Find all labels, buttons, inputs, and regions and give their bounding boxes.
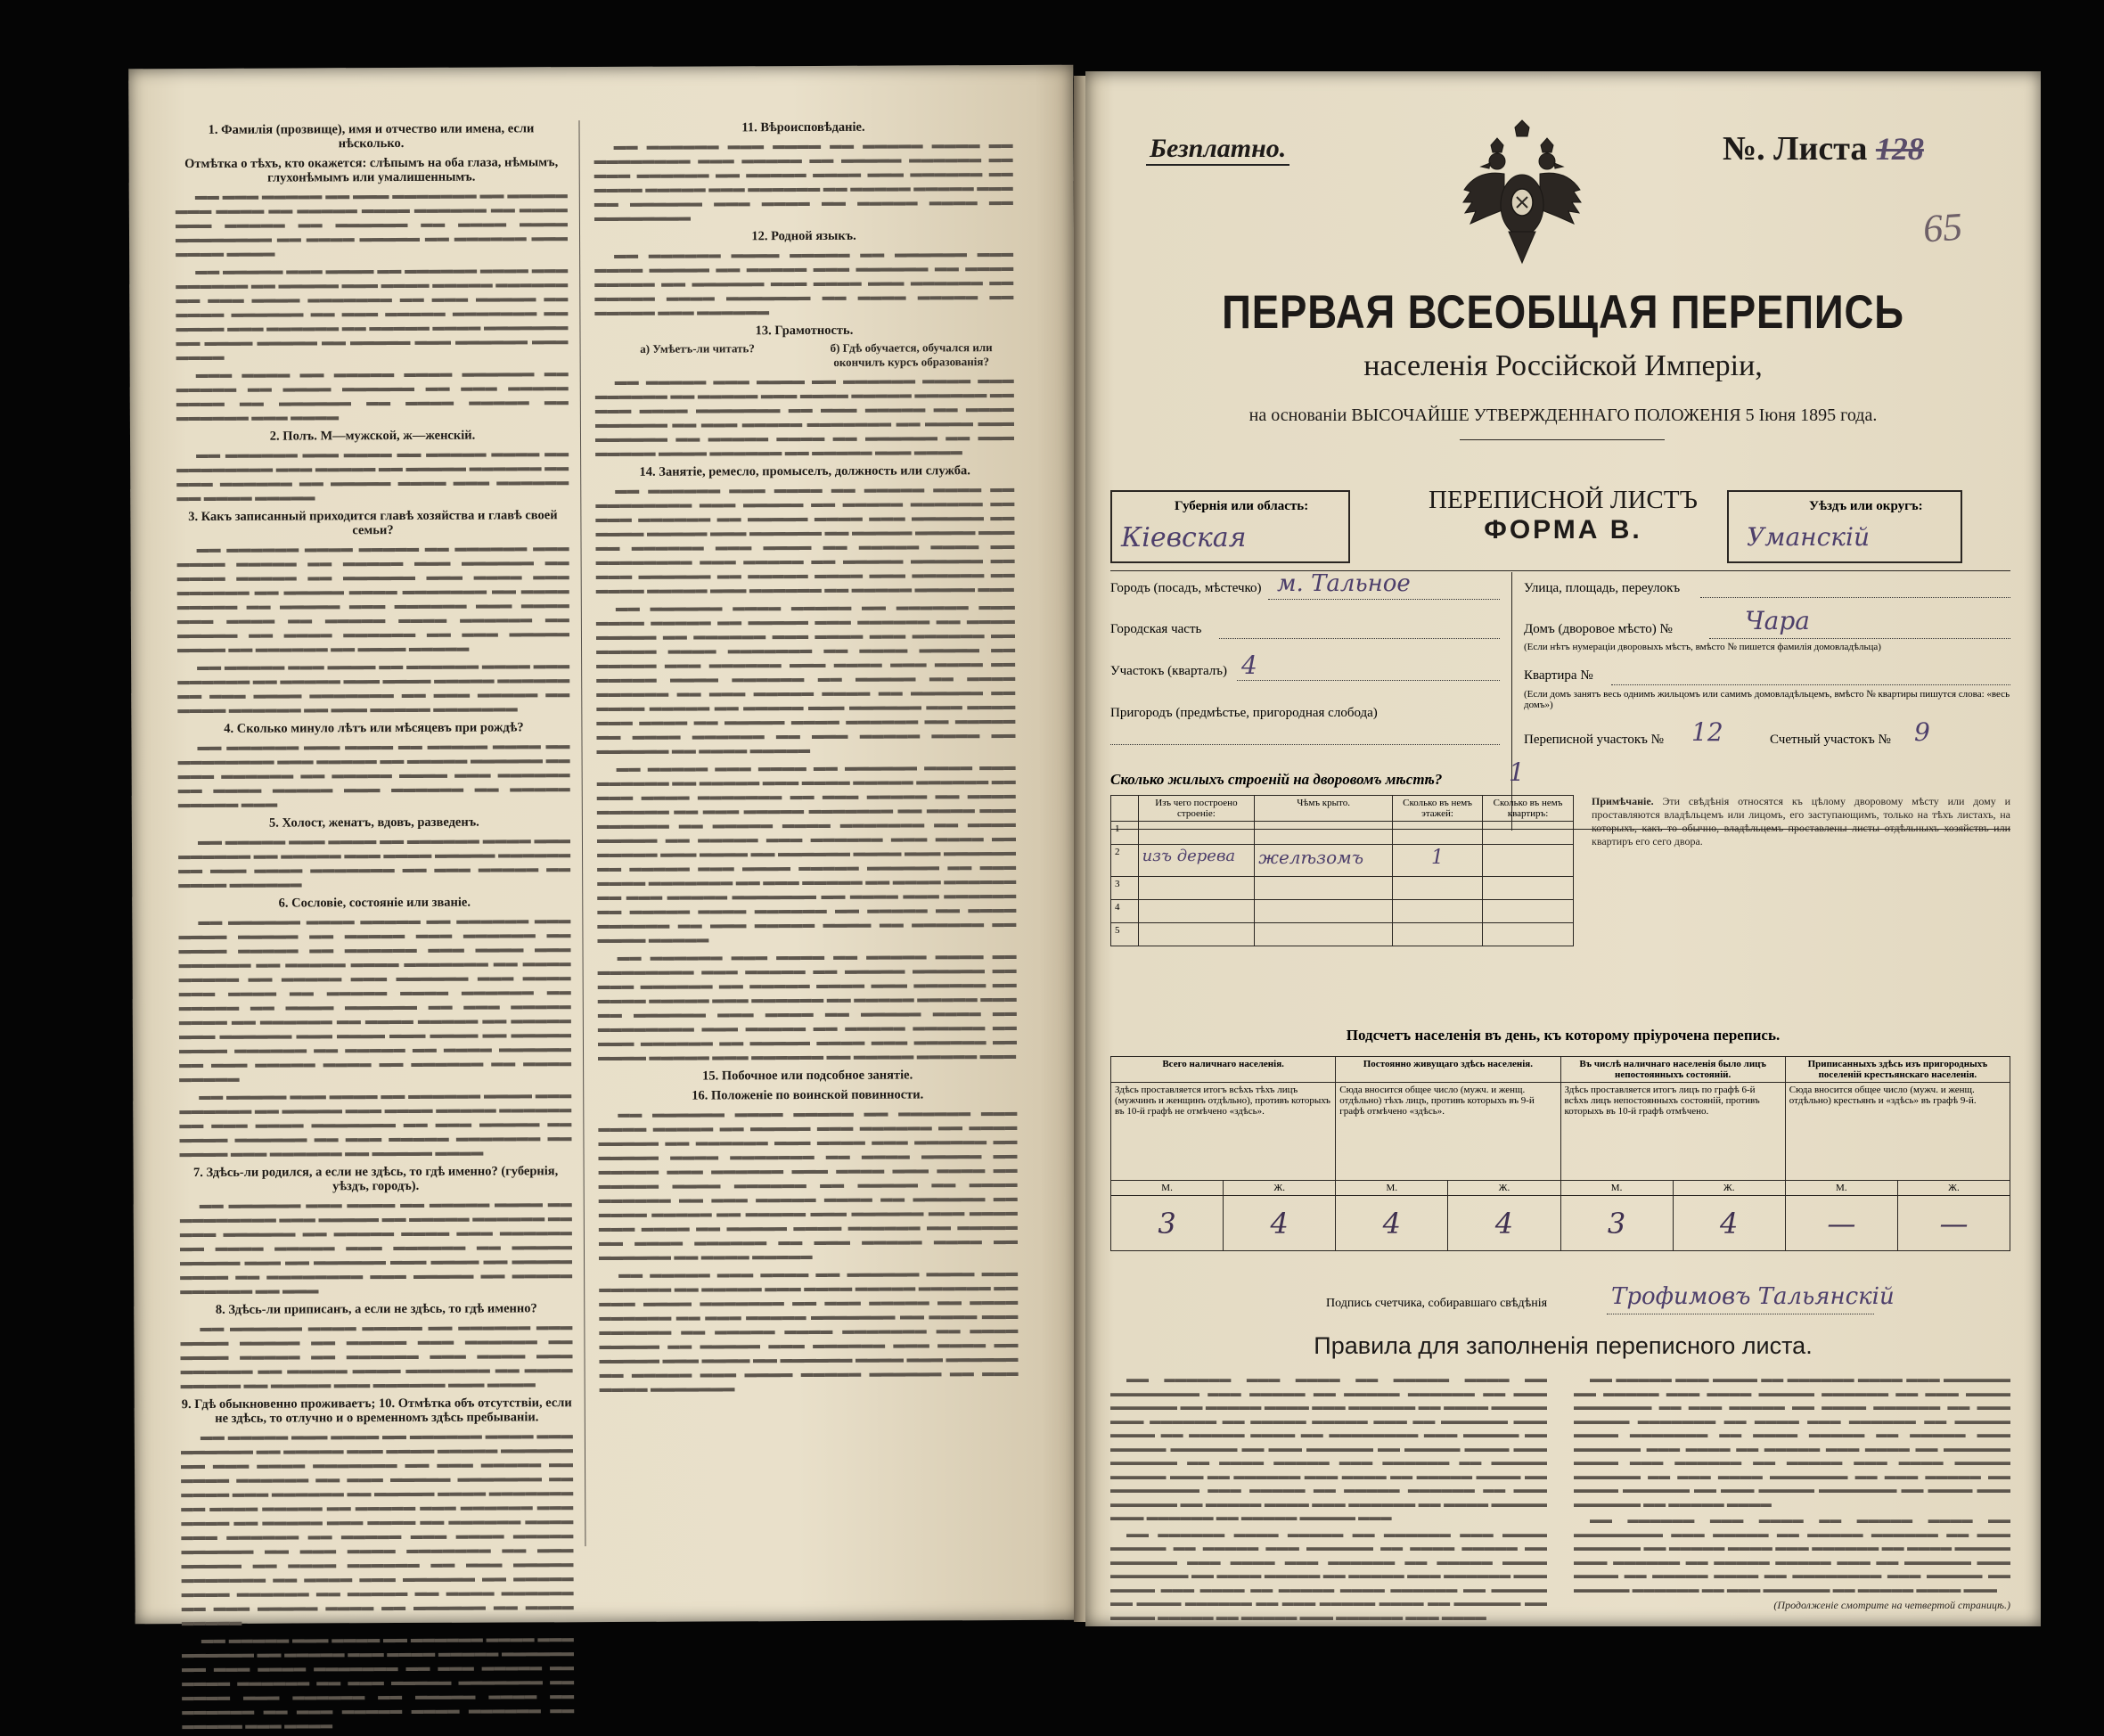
- gender-zh: Ж.: [1673, 1181, 1785, 1196]
- dom-value[interactable]: Чара: [1745, 606, 1810, 635]
- left-page: [128, 65, 1080, 1732]
- section-heading-15: 15. Побочное или подсобное занятіе.: [702, 1068, 913, 1084]
- row-apts[interactable]: [1483, 822, 1574, 845]
- table-row: [1111, 845, 1574, 877]
- gender-zh: Ж.: [1224, 1181, 1336, 1196]
- row-material[interactable]: [1138, 822, 1255, 845]
- body-text-block: ▬▬ ▬▬▬▬▬▬ ▬▬▬ ▬▬▬▬ ▬▬ ▬▬▬▬▬ ▬▬▬▬ ▬▬ ▬▬▬▬▬▬▬▬ ▬▬▬ ▬▬▬▬▬ ▬▬ ▬▬▬▬▬ ▬▬▬▬▬▬ ▬▬ ▬▬▬ ▬▬▬▬▬▬ ▬▬ ▬▬▬▬▬ ▬▬▬▬ ▬▬▬ ▬▬▬▬▬▬ ▬▬ ▬▬▬▬ ▬▬▬▬▬ ▬▬▬ ▬▬▬▬▬▬ ▬▬ ▬▬▬▬▬ ▬▬▬▬▬ ▬▬▬ ▬▬ ▬▬▬▬▬▬ ▬▬▬ ▬▬▬▬ ▬▬ ▬▬▬▬▬ ▬▬▬▬ ▬▬ ▬▬▬▬▬▬▬▬ ▬▬▬ ▬▬▬▬▬ ▬▬ ▬▬▬▬▬ ▬▬▬▬▬▬ ▬▬ ▬▬▬: [179, 1196, 573, 1298]
- dom-line: [1709, 638, 2010, 639]
- count-header-permanent: Постоянно живущаго здѣсь населенія.: [1336, 1057, 1560, 1083]
- uezd-value[interactable]: Уманскій: [1747, 522, 1870, 552]
- row-material[interactable]: [1138, 923, 1255, 946]
- note-title: Примѣчаніе.: [1592, 795, 1654, 807]
- body-text-block: ▬▬ ▬▬▬▬▬▬ ▬▬▬ ▬▬▬▬ ▬▬ ▬▬▬▬▬ ▬▬▬▬ ▬▬ ▬▬▬▬▬▬▬▬ ▬▬▬ ▬▬▬▬▬ ▬▬ ▬▬▬▬▬ ▬▬▬▬▬▬ ▬▬ ▬▬▬ ▬▬▬▬▬▬ ▬▬ ▬▬▬▬▬ ▬▬▬▬ ▬▬▬ ▬▬▬▬▬▬ ▬▬ ▬▬▬▬ ▬▬▬▬▬ ▬▬▬ ▬▬▬▬▬▬ ▬▬ ▬▬▬▬▬ ▬▬▬▬▬ ▬▬▬ ▬▬ ▬▬▬▬▬▬ ▬▬▬ ▬▬▬▬ ▬▬ ▬▬▬▬▬ ▬▬▬▬ ▬▬ ▬▬▬▬▬▬▬▬ ▬▬▬ ▬▬▬▬▬ ▬▬ ▬▬▬▬▬ ▬▬▬▬▬▬ ▬▬ ▬▬▬ ▬▬▬▬▬▬ ▬▬ ▬▬▬▬▬ ▬▬▬▬ ▬▬▬ ▬▬▬▬▬▬ ▬▬ ▬▬▬▬ ▬▬▬▬▬ ▬▬▬ ▬▬▬▬▬▬ ▬▬ ▬▬▬▬▬ ▬▬▬▬▬ ▬▬▬ ▬▬ ▬▬▬▬▬▬ ▬▬▬▬ ▬▬▬▬▬ ▬▬ ▬▬▬▬▬▬ ▬▬▬ ▬▬▬▬ ▬▬▬▬▬ ▬▬ ▬▬▬▬▬ ▬▬▬ ▬▬▬▬▬▬ ▬▬ ▬▬▬▬ ▬▬▬▬▬ ▬▬ ▬▬▬▬▬▬ ▬▬▬ ▬▬▬▬ ▬▬▬ ▬▬▬▬▬▬ ▬▬ ▬▬▬▬▬ ▬▬▬▬ ▬▬▬▬▬▬▬ ▬▬ ▬▬▬▬ ▬▬▬▬▬ ▬▬ ▬▬▬▬▬ ▬▬▬ ▬▬▬▬▬▬ ▬▬▬ ▬▬▬▬ ▬▬▬ ▬▬▬▬ ▬▬ ▬▬▬▬▬ ▬▬▬▬ ▬▬▬▬▬▬ ▬▬ ▬▬▬▬▬ ▬▬ ▬▬▬▬ ▬▬▬▬▬▬ ▬▬ ▬▬▬ ▬▬▬▬▬ ▬▬▬▬ ▬▬ ▬▬▬▬▬▬ ▬▬ ▬▬▬▬ ▬▬▬▬▬ ▬▬ ▬▬▬▬▬ ▬▬▬ ▬▬▬▬▬▬ ▬▬▬ ▬▬▬▬ ▬▬▬ ▬▬▬▬ ▬▬ ▬▬▬▬▬ ▬▬▬▬ ▬▬▬▬▬▬ ▬▬ ▬▬▬▬▬ ▬▬ ▬▬▬▬ ▬▬▬▬▬▬ ▬▬ ▬▬▬ ▬▬▬▬▬ ▬▬▬▬ ▬▬ ▬▬▬▬▬▬ ▬▬ ▬▬▬▬ ▬▬▬▬▬ ▬▬ ▬▬▬▬▬ ▬▬▬ ▬▬▬▬ ▬▬ ▬▬▬▬▬▬ ▬▬▬▬ ▬▬▬ ▬▬▬▬▬▬ ▬▬ ▬▬▬▬▬ ▬▬▬ ▬▬▬▬ ▬▬▬▬▬ ▬▬▬▬▬▬ ▬▬ ▬▬▬ ▬▬▬▬ ▬▬▬▬▬▬▬ ▬▬ ▬▬▬ ▬▬▬▬▬ ▬▬ ▬▬▬▬ ▬▬▬▬▬▬ ▬▬ ▬▬▬ ▬▬▬▬▬ ▬▬▬▬▬▬▬ ▬▬ ▬▬▬▬ ▬▬▬ ▬▬▬▬▬▬ ▬▬ ▬▬▬▬▬ ▬▬▬▬ ▬▬▬▬▬▬▬ ▬▬ ▬▬▬▬ ▬▬▬▬▬ ▬▬ ▬▬▬▬▬ ▬▬▬ ▬▬▬▬▬▬ ▬▬▬ ▬▬▬▬ ▬▬ ▬▬▬▬▬ ▬▬▬ ▬▬▬▬ ▬▬ ▬▬▬▬▬▬ ▬▬▬▬ ▬▬▬ ▬▬▬▬▬▬ ▬▬ ▬▬▬▬▬ ▬▬▬ ▬▬▬▬ ▬▬▬▬▬ ▬▬▬▬▬▬ ▬▬ ▬▬▬ ▬▬▬▬ ▬▬▬▬▬▬▬ ▬▬ ▬▬▬ ▬▬▬▬▬ ▬▬ ▬▬▬▬ ▬▬▬▬▬▬ ▬▬ ▬▬▬ ▬▬▬▬▬ ▬▬▬▬▬▬▬ ▬▬ ▬▬▬▬ ▬▬▬ ▬▬▬▬▬▬ ▬▬ ▬▬▬▬▬ ▬▬▬▬ ▬▬▬▬▬▬ ▬▬ ▬▬▬▬▬ ▬▬ ▬▬▬▬ ▬▬▬▬▬▬ ▬▬ ▬▬▬ ▬▬▬▬▬ ▬▬▬▬ ▬▬ ▬▬▬▬▬▬ ▬▬ ▬▬▬▬ ▬▬▬▬▬ ▬▬ ▬▬▬▬▬▬ ▬▬▬ ▬▬▬▬ ▬▬ ▬▬▬▬▬ ▬▬▬▬ ▬▬ ▬▬▬▬▬▬▬▬ ▬▬▬ ▬▬▬▬▬ ▬▬ ▬▬▬▬▬ ▬▬▬▬▬▬ ▬▬ ▬▬▬ ▬▬▬▬▬▬ ▬▬ ▬▬▬▬▬ ▬▬▬▬ ▬▬▬ ▬▬▬▬▬▬ ▬▬ ▬▬▬▬ ▬▬▬▬▬ ▬▬▬ ▬▬▬▬▬▬ ▬▬ ▬▬▬▬▬ ▬▬▬▬▬ ▬▬▬ ▬▬ ▬▬▬▬▬▬ ▬▬▬ ▬▬▬▬ ▬▬ ▬▬▬▬▬ ▬▬▬▬ ▬▬ ▬▬▬▬▬▬▬▬ ▬▬▬ ▬▬▬▬▬ ▬▬ ▬▬▬▬▬ ▬▬▬▬▬▬ ▬▬ ▬▬▬ ▬▬▬▬▬▬ ▬▬ ▬▬▬▬▬ ▬▬▬▬ ▬▬▬ ▬▬▬▬▬▬ ▬▬ ▬▬▬▬ ▬▬▬▬▬ ▬▬▬ ▬▬▬▬▬▬ ▬▬ ▬▬▬▬▬ ▬▬▬▬▬ ▬▬▬: [595, 480, 1017, 1064]
- body-text-block: ▬▬ ▬▬▬▬▬ ▬▬▬ ▬▬▬▬ ▬▬ ▬▬▬▬▬▬ ▬▬▬▬ ▬▬▬ ▬▬▬▬▬▬ ▬▬ ▬▬▬▬▬ ▬▬▬ ▬▬▬▬ ▬▬▬▬▬ ▬▬▬▬▬▬ ▬▬ ▬▬▬ ▬▬▬▬ ▬▬▬▬▬▬▬ ▬▬ ▬▬▬ ▬▬▬▬▬ ▬▬ ▬▬▬▬ ▬▬▬▬▬▬ ▬▬ ▬▬▬ ▬▬▬▬▬ ▬▬▬▬▬▬▬ ▬▬ ▬▬▬▬ ▬▬▬ ▬▬▬▬▬▬ ▬▬ ▬▬▬▬▬ ▬▬▬▬ ▬▬▬▬▬▬▬ ▬▬ ▬▬▬▬ ▬▬▬▬▬ ▬▬ ▬▬▬▬▬ ▬▬▬ ▬▬▬▬▬▬ ▬▬▬ ▬▬▬▬ ▬▬ ▬▬▬▬▬ ▬▬▬ ▬▬▬▬ ▬▬ ▬▬▬▬▬▬ ▬▬▬▬ ▬▬▬ ▬▬▬▬▬▬ ▬▬ ▬▬▬▬▬ ▬▬▬ ▬▬▬▬ ▬▬▬▬▬ ▬▬▬▬▬▬ ▬▬ ▬▬▬ ▬▬▬▬ ▬▬▬▬▬▬▬ ▬▬ ▬▬▬ ▬▬▬▬▬ ▬▬ ▬▬▬▬ ▬▬▬▬▬▬ ▬▬ ▬▬▬ ▬▬▬▬▬ ▬▬▬▬▬▬▬ ▬▬ ▬▬▬▬ ▬▬▬ ▬▬▬▬▬▬ ▬▬ ▬▬▬▬▬ ▬▬▬▬ ▬▬▬▬▬▬ ▬▬ ▬▬▬▬▬ ▬▬ ▬▬▬▬ ▬▬▬▬▬▬ ▬▬ ▬▬▬ ▬▬▬▬▬ ▬▬▬▬ ▬▬ ▬▬▬▬▬▬ ▬▬ ▬▬▬▬ ▬▬▬▬▬ ▬▬ ▬▬▬▬▬ ▬▬▬ ▬▬▬▬ ▬▬ ▬▬▬▬▬▬ ▬▬▬▬ ▬▬▬ ▬▬▬▬▬▬ ▬▬ ▬▬▬▬▬ ▬▬▬ ▬▬▬▬ ▬▬▬▬▬ ▬▬▬▬▬▬ ▬▬ ▬▬▬ ▬▬▬▬ ▬▬▬▬▬▬▬ ▬▬ ▬▬▬ ▬▬▬▬▬ ▬▬ ▬▬▬▬ ▬▬▬▬▬▬ ▬▬ ▬▬▬ ▬▬▬▬▬ ▬▬▬▬▬▬▬ ▬▬ ▬▬▬▬ ▬▬▬ ▬▬▬▬▬▬ ▬▬ ▬▬▬▬▬ ▬▬▬▬ ▬▬ ▬▬▬▬▬▬ ▬▬ ▬▬▬ ▬▬▬▬▬ ▬▬▬▬ ▬▬▬▬▬▬ ▬▬ ▬▬▬▬▬ ▬▬▬ ▬▬▬▬: [180, 1428, 575, 1732]
- gender-m: М.: [1111, 1181, 1224, 1196]
- section-subheading: Отмѣтка о тѣхъ, кто окажется: слѣпымъ на оба глаза, нѣмымъ, глухонѣмымъ или умалишеннымъ.: [184, 155, 559, 185]
- section-heading-13: 13. Грамотность.: [755, 323, 854, 339]
- address-divider: [1511, 572, 1512, 831]
- census-subtitle: населенія Россійской Имперіи,: [1363, 349, 1763, 382]
- rules-title: Правила для заполненія переписного листа.: [1314, 1332, 1813, 1359]
- signature-label: Подпись счетчика, собиравшаго свѣдѣнія: [1326, 1297, 1548, 1310]
- section-heading-7: 7. Здѣсь-ли родился, а если не здѣсь, то гдѣ именно? (губернія, уѣздъ, городъ).: [192, 1164, 559, 1194]
- section-heading-14: 14. Занятіе, ремесло, промыселъ, должность или служба.: [639, 463, 970, 479]
- form-title-line-2: ФОРМА В.: [1484, 515, 1642, 545]
- row-floors[interactable]: [1393, 900, 1483, 923]
- body-text-block: ▬▬ ▬▬▬▬▬ ▬▬▬ ▬▬▬▬ ▬▬ ▬▬▬▬▬▬ ▬▬▬▬ ▬▬▬ ▬▬▬▬▬▬ ▬▬ ▬▬▬▬▬ ▬▬▬ ▬▬▬▬ ▬▬▬▬▬ ▬▬▬▬▬▬ ▬▬ ▬▬▬ ▬▬▬▬ ▬▬▬▬▬▬▬ ▬▬ ▬▬▬ ▬▬▬▬▬ ▬▬ ▬▬▬▬ ▬▬▬▬▬▬ ▬▬ ▬▬▬ ▬▬▬▬▬ ▬▬▬▬▬▬▬ ▬▬ ▬▬▬▬ ▬▬▬ ▬▬▬▬▬▬ ▬▬ ▬▬▬▬▬ ▬▬▬▬ ▬▬ ▬▬▬▬▬▬ ▬▬ ▬▬▬ ▬▬▬▬▬ ▬▬▬▬ ▬▬▬▬▬▬ ▬▬ ▬▬▬▬▬ ▬▬▬ ▬▬▬▬: [594, 372, 1015, 460]
- literacy-question-b: б) Гдѣ обучается, обучался или окончилъ курсъ образованія?: [830, 340, 993, 369]
- count-header-nonpermanent: Въ числѣ наличнаго населенія было лицъ непостоянныхъ состояній.: [1560, 1057, 1785, 1083]
- gubernia-value[interactable]: Кіевская: [1121, 522, 1247, 553]
- row-num: 4: [1111, 900, 1139, 923]
- sheet-number: [1723, 129, 1924, 168]
- row-floors[interactable]: [1393, 822, 1483, 845]
- table-row: [1111, 923, 1574, 946]
- section-heading-1: 1. Фамилія (прозвище), имя и отчество или имена, если нѣсколько.: [208, 121, 535, 151]
- gorod-chast-line: [1219, 638, 1500, 639]
- row-num: 3: [1111, 877, 1139, 900]
- row-floors[interactable]: [1393, 877, 1483, 900]
- section-heading-12: 12. Родной языкъ.: [751, 228, 856, 244]
- buildings-note: [1592, 795, 2010, 848]
- body-text-block: ▬▬ ▬▬▬▬▬▬ ▬▬▬▬ ▬▬▬▬▬ ▬▬ ▬▬▬▬▬▬ ▬▬▬ ▬▬▬▬ ▬▬▬▬▬ ▬▬ ▬▬▬▬▬ ▬▬▬ ▬▬▬▬▬▬ ▬▬ ▬▬▬▬ ▬▬▬▬▬ ▬▬ ▬▬▬▬▬▬ ▬▬▬ ▬▬▬▬ ▬▬▬ ▬▬▬▬▬▬ ▬▬ ▬▬▬▬▬ ▬▬▬▬ ▬▬▬▬▬▬▬ ▬▬ ▬▬▬▬ ▬▬▬▬▬ ▬▬ ▬▬▬▬▬ ▬▬▬ ▬▬▬▬▬▬ ▬▬▬ ▬▬▬▬ ▬▬▬ ▬▬▬▬ ▬▬ ▬▬▬▬▬ ▬▬▬▬ ▬▬▬▬▬▬ ▬▬ ▬▬▬▬▬ ▬▬ ▬▬▬▬ ▬▬▬▬▬▬ ▬▬ ▬▬▬ ▬▬▬▬▬ ▬▬▬▬ ▬▬ ▬▬▬▬▬▬ ▬▬ ▬▬▬▬ ▬▬▬▬▬ ▬▬ ▬▬▬▬▬ ▬▬▬ ▬▬▬▬ ▬▬ ▬▬▬▬▬▬ ▬▬▬▬ ▬▬▬ ▬▬▬▬▬▬ ▬▬ ▬▬▬▬▬ ▬▬▬ ▬▬▬▬ ▬▬▬▬▬ ▬▬▬▬▬▬ ▬▬ ▬▬▬ ▬▬▬▬ ▬▬▬▬▬▬▬ ▬▬ ▬▬▬ ▬▬▬▬▬ ▬▬ ▬▬▬▬ ▬▬▬▬▬▬ ▬▬ ▬▬▬ ▬▬▬▬▬ ▬▬▬▬▬▬▬: [176, 540, 570, 717]
- section-heading-9: 9. Гдѣ обыкновенно проживаетъ; 10. Отмѣтка объ отсутствіи, если не здѣсь, то отлучно и о временномъ здѣсь пребываніи.: [181, 1396, 572, 1426]
- section-heading-3: 3. Какъ записанный приходится главѣ хозяйства и главѣ своей семьи?: [188, 508, 558, 538]
- table-row: [1111, 822, 1574, 845]
- literacy-question-a: а) Умѣетъ-ли читать?: [640, 341, 755, 356]
- literacy-questions: [595, 340, 1014, 371]
- count-desc-nonpermanent: Здѣсь проставляется итогъ лицъ по графѣ 6-й всѣхъ лицъ непостоянныхъ состояній, противъ которыхъ въ 10-й графѣ отмѣчено.: [1560, 1083, 1785, 1181]
- count-value[interactable]: 3: [1111, 1196, 1224, 1251]
- section-heading-16: 16. Положеніе по воинской повинности.: [692, 1087, 924, 1103]
- column-divider: [578, 120, 585, 1546]
- signature-value[interactable]: Трофимовъ Тальянскій: [1611, 1283, 1895, 1310]
- stroeniy-value[interactable]: 1: [1509, 757, 1525, 787]
- body-text-block: ▬▬ ▬▬▬▬▬▬ ▬▬▬▬ ▬▬▬▬▬ ▬▬ ▬▬▬▬▬▬ ▬▬▬ ▬▬▬▬ ▬▬▬▬▬ ▬▬ ▬▬▬▬▬ ▬▬▬ ▬▬▬▬▬▬ ▬▬ ▬▬▬▬ ▬▬▬▬▬ ▬▬ ▬▬▬▬▬▬ ▬▬▬ ▬▬▬▬ ▬▬▬ ▬▬▬▬▬▬ ▬▬ ▬▬▬▬▬ ▬▬▬▬ ▬▬▬▬▬▬▬ ▬▬ ▬▬▬▬ ▬▬▬▬▬ ▬▬ ▬▬▬▬▬ ▬▬▬ ▬▬▬▬▬▬ ▬▬▬ ▬▬▬▬ ▬▬▬ ▬▬▬▬ ▬▬ ▬▬▬▬▬ ▬▬▬▬ ▬▬▬▬▬▬ ▬▬ ▬▬▬▬▬ ▬▬ ▬▬▬▬ ▬▬▬▬▬▬ ▬▬ ▬▬▬ ▬▬▬▬▬ ▬▬▬▬ ▬▬ ▬▬▬▬▬▬ ▬▬ ▬▬▬▬ ▬▬▬▬▬ ▬▬ ▬▬▬▬▬ ▬▬▬ ▬▬▬▬▬▬ ▬▬▬ ▬▬▬▬ ▬▬▬ ▬▬▬▬ ▬▬ ▬▬▬▬▬ ▬▬▬▬ ▬▬▬▬▬▬ ▬▬ ▬▬▬▬▬ ▬▬ ▬▬▬▬ ▬▬▬▬▬▬ ▬▬ ▬▬▬ ▬▬▬▬▬ ▬▬▬▬ ▬▬ ▬▬▬▬▬▬ ▬▬ ▬▬▬▬ ▬▬▬▬▬ ▬▬ ▬▬▬▬▬ ▬▬▬ ▬▬▬▬ ▬▬ ▬▬▬▬▬▬ ▬▬▬▬ ▬▬▬ ▬▬▬▬▬▬ ▬▬ ▬▬▬▬▬ ▬▬▬ ▬▬▬▬ ▬▬▬▬▬ ▬▬▬▬▬▬ ▬▬ ▬▬▬ ▬▬▬▬ ▬▬▬▬▬▬▬ ▬▬ ▬▬▬ ▬▬▬▬▬ ▬▬ ▬▬▬▬ ▬▬▬▬▬▬ ▬▬ ▬▬▬ ▬▬▬▬▬ ▬▬▬▬▬▬▬ ▬▬ ▬▬▬▬ ▬▬▬ ▬▬▬▬▬▬ ▬▬ ▬▬▬▬▬ ▬▬▬▬ ▬▬▬▬▬▬▬ ▬▬ ▬▬▬▬ ▬▬▬▬▬ ▬▬ ▬▬▬▬▬ ▬▬▬ ▬▬▬▬▬▬ ▬▬▬ ▬▬▬▬ ▬▬ ▬▬▬▬▬ ▬▬▬ ▬▬▬▬ ▬▬ ▬▬▬▬▬▬ ▬▬▬▬ ▬▬▬ ▬▬▬▬▬▬ ▬▬ ▬▬▬▬▬ ▬▬▬ ▬▬▬▬ ▬▬▬▬▬ ▬▬▬▬▬▬ ▬▬ ▬▬▬ ▬▬▬▬ ▬▬▬▬▬▬▬: [598, 1104, 1019, 1396]
- gorod-field: [1110, 581, 1262, 596]
- note-body: Эти свѣдѣнія относятся къ цѣлому дворовому мѣсту или дому и проставляются владѣльцемъ или лицомъ, его заступающимъ, только на тѣхъ листахъ, на которыхъ, какъ то обычно, владѣльцемъ проставлены листы отдѣльныхъ хозяйствъ или квартиръ его сего двора.: [1592, 795, 2010, 848]
- count-value[interactable]: 4: [1673, 1196, 1785, 1251]
- count-desc-total: Здѣсь проставляется итогъ всѣхъ тѣхъ лицъ (мужчинъ и женщинъ отдѣльно), противъ которыхъ въ 10-й графѣ не отмѣчено «здѣсь».: [1111, 1083, 1336, 1181]
- row-roof[interactable]: [1255, 877, 1393, 900]
- row-num: 2: [1111, 845, 1139, 877]
- buildings-header-roof: Чѣмъ крыто.: [1255, 796, 1393, 822]
- legal-basis-line: на основаніи ВЫСОЧАЙШЕ УТВЕРЖДЕННАГО ПОЛОЖЕНІЯ 5 Іюня 1895 года.: [1248, 405, 1878, 425]
- row-apts[interactable]: [1483, 845, 1574, 877]
- rules-column-1: ▬▬ ▬▬▬▬▬▬ ▬▬▬ ▬▬▬▬ ▬▬ ▬▬▬▬▬ ▬▬▬▬ ▬▬ ▬▬▬▬▬▬▬▬ ▬▬▬ ▬▬▬▬▬ ▬▬ ▬▬▬▬▬ ▬▬▬▬▬▬ ▬▬ ▬▬▬ ▬▬▬▬▬▬ ▬▬ ▬▬▬▬▬ ▬▬▬▬ ▬▬▬ ▬▬▬▬▬▬ ▬▬ ▬▬▬▬ ▬▬▬▬▬ ▬▬▬ ▬▬▬▬▬▬ ▬▬ ▬▬▬▬▬ ▬▬▬▬▬ ▬▬▬ ▬▬ ▬▬▬▬▬▬ ▬▬▬ ▬▬▬▬ ▬▬ ▬▬▬▬▬ ▬▬▬▬ ▬▬ ▬▬▬▬▬▬▬▬ ▬▬▬ ▬▬▬▬▬ ▬▬ ▬▬▬▬▬ ▬▬▬▬▬▬ ▬▬ ▬▬▬ ▬▬▬▬▬▬ ▬▬ ▬▬▬▬▬ ▬▬▬▬ ▬▬▬ ▬▬▬▬▬▬ ▬▬ ▬▬▬▬ ▬▬▬▬▬ ▬▬▬ ▬▬▬▬▬▬ ▬▬ ▬▬▬▬▬ ▬▬▬▬▬ ▬▬▬ ▬▬ ▬▬▬▬▬▬ ▬▬▬ ▬▬▬▬ ▬▬ ▬▬▬▬▬ ▬▬▬▬ ▬▬ ▬▬▬▬▬▬▬▬ ▬▬▬ ▬▬▬▬▬ ▬▬ ▬▬▬▬▬ ▬▬▬▬▬▬ ▬▬ ▬▬▬ ▬▬▬▬▬▬ ▬▬ ▬▬▬▬▬ ▬▬▬▬ ▬▬▬ ▬▬▬▬▬▬ ▬▬ ▬▬▬▬ ▬▬▬▬▬ ▬▬▬ ▬▬▬▬▬▬ ▬▬ ▬▬▬▬▬ ▬▬▬▬▬ ▬▬▬ ▬▬ ▬▬▬▬▬▬ ▬▬▬▬ ▬▬▬▬▬ ▬▬ ▬▬▬▬▬▬ ▬▬▬ ▬▬▬▬ ▬▬▬▬▬ ▬▬ ▬▬▬▬▬ ▬▬▬ ▬▬▬▬▬▬ ▬▬ ▬▬▬▬ ▬▬▬▬▬ ▬▬ ▬▬▬▬▬▬ ▬▬▬ ▬▬▬▬ ▬▬▬ ▬▬▬▬▬▬ ▬▬ ▬▬▬▬▬ ▬▬▬▬ ▬▬▬▬▬▬▬ ▬▬ ▬▬▬▬ ▬▬▬▬▬ ▬▬ ▬▬▬▬▬ ▬▬▬ ▬▬▬▬▬▬ ▬▬▬ ▬▬▬▬ ▬▬▬ ▬▬▬▬ ▬▬ ▬▬▬▬▬ ▬▬▬▬ ▬▬▬▬▬▬ ▬▬ ▬▬▬▬▬ ▬▬ ▬▬▬▬ ▬▬▬▬▬▬ ▬▬ ▬▬▬ ▬▬▬▬▬ ▬▬▬▬ ▬▬ ▬▬▬▬▬▬ ▬▬ ▬▬▬▬ ▬▬▬▬▬ ▬▬ ▬▬▬▬▬ ▬▬▬ ▬▬▬▬▬▬ ▬▬▬ ▬▬▬▬: [1110, 1372, 1547, 1623]
- count-header-row: [1111, 1057, 2010, 1083]
- kvartira-note: (Если домъ занятъ весь однимъ жильцомъ или самимъ домовладѣльцемъ, вмѣсто № квартиры пишутся слова: «весь домъ»): [1524, 689, 2010, 710]
- stroeniy-question: Сколько жилыхъ строеній на дворовомъ мѣстѣ?: [1110, 771, 1443, 788]
- gorod-value[interactable]: м. Тальное: [1277, 570, 1411, 597]
- body-text-block: ▬▬ ▬▬▬ ▬▬▬▬▬ ▬▬ ▬▬▬ ▬▬▬▬▬▬▬ ▬▬ ▬▬▬▬▬ ▬▬▬ ▬▬▬▬ ▬▬ ▬▬▬▬▬ ▬▬▬▬ ▬▬▬▬▬▬ ▬▬ ▬▬▬▬ ▬▬▬ ▬▬▬▬▬ ▬▬ ▬▬▬▬▬▬ ▬▬ ▬▬▬▬ ▬▬▬▬ ▬▬▬▬▬▬▬▬ ▬▬ ▬▬▬▬ ▬▬▬▬▬ ▬▬ ▬▬▬▬▬▬ ▬▬▬ ▬▬▬▬ ▬▬▬▬ ▬▬ ▬▬▬▬▬ ▬▬▬ ▬▬▬▬ ▬▬ ▬▬▬▬▬▬ ▬▬▬▬ ▬▬▬ ▬▬▬▬▬▬ ▬▬ ▬▬▬▬▬ ▬▬▬ ▬▬▬▬ ▬▬▬▬▬ ▬▬▬▬▬▬ ▬▬ ▬▬▬ ▬▬▬▬ ▬▬▬▬▬▬▬ ▬▬ ▬▬▬ ▬▬▬▬▬ ▬▬ ▬▬▬▬ ▬▬▬▬▬▬ ▬▬ ▬▬▬ ▬▬▬▬▬ ▬▬▬▬▬▬▬ ▬▬ ▬▬▬▬ ▬▬▬ ▬▬▬▬▬▬ ▬▬ ▬▬▬▬▬ ▬▬▬▬ ▬▬▬▬▬▬▬ ▬▬ ▬▬▬▬ ▬▬▬▬▬ ▬▬ ▬▬▬▬▬ ▬▬▬ ▬▬▬▬▬▬ ▬▬▬ ▬▬▬▬ ▬▬▬ ▬▬▬▬ ▬▬ ▬▬▬▬▬ ▬▬▬▬ ▬▬▬▬▬▬ ▬▬ ▬▬▬▬▬ ▬▬ ▬▬▬▬ ▬▬▬▬▬▬ ▬▬ ▬▬▬ ▬▬▬▬▬ ▬▬▬▬ ▬▬ ▬▬▬▬▬▬ ▬▬ ▬▬▬▬ ▬▬▬▬▬ ▬▬ ▬▬▬▬▬▬ ▬▬▬ ▬▬▬▬: [175, 187, 569, 424]
- row-roof[interactable]: [1255, 900, 1393, 923]
- buildings-header-num: [1111, 796, 1139, 822]
- row-apts[interactable]: [1483, 877, 1574, 900]
- count-desc-suburban: Сюда вносится общее число (мужч. и женщ. отдѣльно) крестьянъ и «здѣсь» въ графѣ 9-й.: [1785, 1083, 2010, 1181]
- rules-footer: (Продолженіе смотрите на четвертой страницѣ.): [1773, 1599, 2010, 1611]
- gorod-chast-label: Городская часть: [1110, 622, 1202, 636]
- count-header-suburban: Приписанныхъ здѣсь изъ пригородныхъ поселеній крестьянскаго населенія.: [1785, 1057, 2010, 1083]
- row-apts[interactable]: [1483, 923, 1574, 946]
- count-value[interactable]: 4: [1448, 1196, 1560, 1251]
- count-value[interactable]: 4: [1336, 1196, 1448, 1251]
- body-text-block: ▬▬ ▬▬▬▬▬▬ ▬▬▬ ▬▬▬▬ ▬▬ ▬▬▬▬▬ ▬▬▬▬ ▬▬ ▬▬▬▬▬▬▬▬ ▬▬▬ ▬▬▬▬▬ ▬▬ ▬▬▬▬▬ ▬▬▬▬▬▬ ▬▬ ▬▬▬ ▬▬▬▬▬▬ ▬▬ ▬▬▬▬▬ ▬▬▬▬ ▬▬▬ ▬▬▬▬▬▬ ▬▬ ▬▬▬▬ ▬▬▬▬▬: [176, 446, 569, 504]
- row-apts[interactable]: [1483, 900, 1574, 923]
- ulitsa-line: [1700, 597, 2010, 598]
- perepis-uchastok-value[interactable]: 12: [1691, 717, 1723, 747]
- census-title: ПЕРВАЯ ВСЕОБЩАЯ ПЕРЕПИСЬ: [1222, 286, 1904, 339]
- row-roof[interactable]: [1255, 822, 1393, 845]
- prigorod-line: [1110, 744, 1500, 745]
- buildings-table: [1110, 795, 1574, 946]
- uchastok-label: Участокъ (кварталъ): [1110, 664, 1228, 678]
- section-heading-2: 2. Полъ. М—мужской, ж—женскій.: [269, 428, 476, 444]
- row-roof[interactable]: [1255, 923, 1393, 946]
- uchastok-value[interactable]: 4: [1241, 651, 1257, 680]
- sheet-number-value: 128: [1875, 131, 1924, 167]
- kvartira-line: [1611, 684, 2010, 685]
- margin-handwritten-number: 65: [1921, 204, 1964, 251]
- count-values-row: [1111, 1196, 2010, 1251]
- gubernia-label: Губернія или область:: [1175, 499, 1309, 513]
- buildings-header-apts: Сколько въ немъ квартиръ:: [1483, 796, 1574, 822]
- section-heading-8: 8. Здѣсь-ли приписанъ, а если не здѣсь, то гдѣ именно?: [215, 1301, 537, 1317]
- gender-zh: Ж.: [1448, 1181, 1560, 1196]
- buildings-table-header: [1111, 796, 1574, 822]
- ulitsa-label: Улица, площадь, переулокъ: [1524, 581, 1681, 595]
- imperial-eagle-icon: [1460, 120, 1584, 267]
- row-roof[interactable]: желѣзомъ: [1255, 845, 1393, 877]
- buildings-header-floors: Сколько въ немъ этажей:: [1393, 796, 1483, 822]
- count-header-total: Всего наличнаго населенія.: [1111, 1057, 1336, 1083]
- count-title: Подсчетъ населенія въ день, къ которому пріурочена перепись.: [1346, 1027, 1781, 1044]
- population-count-table: [1110, 1056, 2010, 1251]
- section-heading-4: 4. Сколько минуло лѣтъ или мѣсяцевъ при рождѣ?: [224, 720, 524, 736]
- free-of-charge-label: Безплатно.: [1146, 134, 1289, 166]
- body-text-block: ▬▬ ▬▬▬▬▬▬ ▬▬▬▬ ▬▬▬▬▬ ▬▬ ▬▬▬▬▬▬ ▬▬▬ ▬▬▬▬ ▬▬▬▬▬ ▬▬ ▬▬▬▬▬ ▬▬▬ ▬▬▬▬▬▬ ▬▬ ▬▬▬▬ ▬▬▬▬▬ ▬▬ ▬▬▬▬▬▬ ▬▬▬ ▬▬▬▬ ▬▬▬ ▬▬▬▬▬▬ ▬▬ ▬▬▬▬▬ ▬▬▬▬ ▬▬▬▬▬▬▬ ▬▬ ▬▬▬▬ ▬▬▬▬▬ ▬▬ ▬▬▬▬▬ ▬▬▬ ▬▬▬▬▬▬ ▬▬▬ ▬▬▬▬: [180, 1319, 573, 1392]
- left-page-column-1: [175, 116, 574, 1736]
- dom-label: Домъ (дворовое мѣсто) №: [1524, 622, 1673, 636]
- kvartira-label: Квартира №: [1524, 668, 1593, 683]
- rules-column-2: ▬▬ ▬▬▬▬▬ ▬▬▬ ▬▬▬▬ ▬▬ ▬▬▬▬▬▬ ▬▬▬▬ ▬▬▬ ▬▬▬▬▬▬ ▬▬ ▬▬▬▬▬ ▬▬▬ ▬▬▬▬ ▬▬▬▬▬ ▬▬▬▬▬▬ ▬▬ ▬▬▬ ▬▬▬▬ ▬▬▬▬▬▬▬ ▬▬ ▬▬▬ ▬▬▬▬▬ ▬▬ ▬▬▬▬ ▬▬▬▬▬▬ ▬▬ ▬▬▬ ▬▬▬▬▬ ▬▬▬▬▬▬▬ ▬▬ ▬▬▬▬ ▬▬▬ ▬▬▬▬▬▬ ▬▬ ▬▬▬▬▬ ▬▬▬▬ ▬▬▬▬▬▬▬ ▬▬ ▬▬▬▬ ▬▬▬▬▬ ▬▬ ▬▬▬▬▬ ▬▬▬ ▬▬▬▬▬▬ ▬▬▬ ▬▬▬▬ ▬▬ ▬▬▬▬▬ ▬▬▬ ▬▬▬▬ ▬▬ ▬▬▬▬▬▬ ▬▬▬▬ ▬▬▬ ▬▬▬▬▬▬ ▬▬ ▬▬▬▬▬ ▬▬▬ ▬▬▬▬ ▬▬▬▬▬ ▬▬▬▬▬▬ ▬▬ ▬▬▬ ▬▬▬▬ ▬▬▬▬▬▬▬ ▬▬ ▬▬▬ ▬▬▬▬▬ ▬▬ ▬▬▬▬ ▬▬▬▬▬▬ ▬▬ ▬▬▬ ▬▬▬▬▬ ▬▬▬▬▬▬▬ ▬▬ ▬▬▬▬ ▬▬▬ ▬▬▬▬▬▬ ▬▬ ▬▬▬▬▬ ▬▬▬▬ ▬▬ ▬▬▬▬▬▬ ▬▬▬ ▬▬▬▬ ▬▬ ▬▬▬▬▬ ▬▬▬▬ ▬▬ ▬▬▬▬▬▬▬▬ ▬▬▬ ▬▬▬▬▬ ▬▬ ▬▬▬▬▬ ▬▬▬▬▬▬ ▬▬ ▬▬▬ ▬▬▬▬▬▬ ▬▬ ▬▬▬▬▬ ▬▬▬▬ ▬▬▬ ▬▬▬▬▬▬ ▬▬ ▬▬▬▬ ▬▬▬▬▬ ▬▬▬ ▬▬▬▬▬▬ ▬▬ ▬▬▬▬▬ ▬▬▬▬▬ ▬▬▬ ▬▬ ▬▬▬▬▬▬ ▬▬▬ ▬▬▬▬ ▬▬ ▬▬▬▬▬ ▬▬▬▬ ▬▬ ▬▬▬▬▬▬▬▬ ▬▬▬ ▬▬▬▬▬ ▬▬ ▬▬▬▬▬ ▬▬▬▬▬▬ ▬▬ ▬▬▬ ▬▬▬▬▬▬ ▬▬ ▬▬▬▬▬ ▬▬▬▬ ▬▬▬ (Продолженіе смотрите на четвертой страницѣ.): [1574, 1372, 2010, 1611]
- sheet-number-label: №. Листа: [1723, 130, 1868, 168]
- section-heading-11: 11. Вѣроисповѣданіе.: [741, 119, 865, 135]
- title-rule: [1460, 439, 1665, 440]
- uezd-label: Уѣздъ или округъ:: [1809, 499, 1923, 513]
- body-text-block: ▬▬ ▬▬▬▬▬▬ ▬▬▬ ▬▬▬▬ ▬▬ ▬▬▬▬▬ ▬▬▬▬ ▬▬ ▬▬▬▬▬▬▬▬ ▬▬▬ ▬▬▬▬▬ ▬▬ ▬▬▬▬▬ ▬▬▬▬▬▬ ▬▬ ▬▬▬ ▬▬▬▬▬▬ ▬▬ ▬▬▬▬▬ ▬▬▬▬ ▬▬▬ ▬▬▬▬▬▬ ▬▬ ▬▬▬▬ ▬▬▬▬▬ ▬▬▬ ▬▬▬▬▬▬ ▬▬ ▬▬▬▬▬ ▬▬▬▬▬ ▬▬▬: [177, 738, 570, 811]
- count-value[interactable]: —: [1785, 1196, 1897, 1251]
- row-material[interactable]: [1138, 877, 1255, 900]
- section-heading-6: 6. Сословіе, состояніе или званіе.: [278, 895, 471, 911]
- schetny-label: Счетный участокъ №: [1770, 733, 1891, 747]
- prigorod-label: Пригородъ (предмѣстье, пригородная слобода): [1110, 706, 1378, 720]
- gender-m: М.: [1560, 1181, 1673, 1196]
- count-value[interactable]: —: [1897, 1196, 2010, 1251]
- body-text-block: ▬▬ ▬▬▬▬▬ ▬▬▬ ▬▬▬▬ ▬▬ ▬▬▬▬▬▬ ▬▬▬▬ ▬▬▬ ▬▬▬▬▬▬ ▬▬ ▬▬▬▬▬ ▬▬▬ ▬▬▬▬ ▬▬▬▬▬ ▬▬▬▬▬▬ ▬▬ ▬▬▬ ▬▬▬▬ ▬▬▬▬▬▬▬ ▬▬ ▬▬▬ ▬▬▬▬▬ ▬▬ ▬▬▬▬ ▬▬▬▬▬▬: [178, 832, 571, 891]
- row-floors[interactable]: [1393, 923, 1483, 946]
- row-num: 1: [1111, 822, 1139, 845]
- gender-m: М.: [1785, 1181, 1897, 1196]
- perepis-uchastok-label: Переписной участокъ №: [1524, 733, 1664, 747]
- body-text-block: ▬▬ ▬▬▬▬▬▬ ▬▬▬▬ ▬▬▬▬▬ ▬▬ ▬▬▬▬▬▬ ▬▬▬ ▬▬▬▬ ▬▬▬▬▬ ▬▬ ▬▬▬▬▬ ▬▬▬ ▬▬▬▬▬▬ ▬▬ ▬▬▬▬ ▬▬▬▬▬ ▬▬ ▬▬▬▬▬▬ ▬▬▬ ▬▬▬▬ ▬▬▬ ▬▬▬▬▬▬ ▬▬ ▬▬▬▬▬ ▬▬▬▬ ▬▬▬▬▬▬▬ ▬▬ ▬▬▬▬ ▬▬▬▬▬ ▬▬ ▬▬▬▬▬ ▬▬▬ ▬▬▬▬▬▬: [594, 245, 1014, 319]
- buildings-header-material: Изъ чего построено строеніе:: [1138, 796, 1255, 822]
- row-material[interactable]: [1138, 900, 1255, 923]
- row-num: 5: [1111, 923, 1139, 946]
- header-rule: [1110, 570, 2010, 571]
- count-value[interactable]: 4: [1224, 1196, 1336, 1251]
- gorod-line: [1268, 599, 1500, 600]
- form-title-line-1: ПЕРЕПИСНОЙ ЛИСТЪ: [1429, 486, 1698, 514]
- right-page-census-form: [1085, 71, 2041, 1626]
- uchastok-line: [1237, 680, 1500, 681]
- gorod-label: Городъ (посадъ, мѣстечко): [1110, 581, 1262, 595]
- schetny-value[interactable]: 9: [1914, 717, 1930, 747]
- row-floors[interactable]: 1: [1393, 845, 1483, 877]
- table-row: [1111, 877, 1574, 900]
- gender-m: М.: [1336, 1181, 1448, 1196]
- left-page-column-2: [594, 114, 1018, 1399]
- count-description-row: [1111, 1083, 2010, 1181]
- gender-zh: Ж.: [1897, 1181, 2010, 1196]
- table-row: [1111, 900, 1574, 923]
- body-text-block: ▬▬ ▬▬▬▬▬▬ ▬▬▬ ▬▬▬▬ ▬▬ ▬▬▬▬▬ ▬▬▬▬ ▬▬ ▬▬▬▬▬▬▬▬ ▬▬▬ ▬▬▬▬▬ ▬▬ ▬▬▬▬▬ ▬▬▬▬▬▬ ▬▬ ▬▬▬ ▬▬▬▬▬▬ ▬▬ ▬▬▬▬▬ ▬▬▬▬ ▬▬▬ ▬▬▬▬▬▬ ▬▬ ▬▬▬▬ ▬▬▬▬▬ ▬▬▬ ▬▬▬▬▬▬ ▬▬ ▬▬▬▬▬ ▬▬▬▬▬ ▬▬▬ ▬▬ ▬▬▬▬▬▬ ▬▬▬ ▬▬▬▬ ▬▬ ▬▬▬▬▬ ▬▬▬▬ ▬▬ ▬▬▬▬▬▬▬▬: [594, 136, 1013, 225]
- section-heading-5: 5. Холост, женатъ, вдовъ, разведенъ.: [268, 815, 479, 831]
- count-value[interactable]: 3: [1560, 1196, 1673, 1251]
- dom-note: (Если нѣтъ нумераціи дворовыхъ мѣстъ, вмѣсто № пишется фамилія домовладѣльца): [1524, 642, 1881, 652]
- count-desc-permanent: Сюда вносится общее число (мужч. и женщ. отдѣльно) тѣхъ лицъ, противъ которыхъ въ 9-й графѣ отмѣчено «здѣсь».: [1336, 1083, 1560, 1181]
- count-gender-row: [1111, 1181, 2010, 1196]
- body-text-block: ▬▬ ▬▬▬▬▬▬ ▬▬▬▬ ▬▬▬▬▬ ▬▬ ▬▬▬▬▬▬ ▬▬▬ ▬▬▬▬ ▬▬▬▬▬ ▬▬ ▬▬▬▬▬ ▬▬▬ ▬▬▬▬▬▬ ▬▬ ▬▬▬▬ ▬▬▬▬▬ ▬▬ ▬▬▬▬▬▬ ▬▬▬ ▬▬▬▬ ▬▬▬ ▬▬▬▬▬▬ ▬▬ ▬▬▬▬▬ ▬▬▬▬ ▬▬▬▬▬▬▬ ▬▬ ▬▬▬▬ ▬▬▬▬▬ ▬▬ ▬▬▬▬▬ ▬▬▬ ▬▬▬▬▬▬ ▬▬▬ ▬▬▬▬ ▬▬▬ ▬▬▬▬ ▬▬ ▬▬▬▬▬ ▬▬▬▬ ▬▬▬▬▬▬ ▬▬ ▬▬▬▬▬ ▬▬ ▬▬▬▬ ▬▬▬▬▬▬ ▬▬ ▬▬▬ ▬▬▬▬▬ ▬▬▬▬ ▬▬ ▬▬▬▬▬▬ ▬▬ ▬▬▬▬ ▬▬▬▬▬ ▬▬ ▬▬▬▬▬ ▬▬▬ ▬▬▬▬▬▬ ▬▬▬ ▬▬▬▬ ▬▬▬ ▬▬▬▬ ▬▬ ▬▬▬▬▬ ▬▬▬▬ ▬▬▬▬▬▬ ▬▬ ▬▬▬▬▬ ▬▬ ▬▬▬▬ ▬▬▬▬▬▬ ▬▬ ▬▬▬ ▬▬▬▬▬ ▬▬▬▬ ▬▬ ▬▬▬▬▬▬ ▬▬ ▬▬▬▬ ▬▬▬▬▬ ▬▬ ▬▬▬▬▬ ▬▬▬ ▬▬▬▬ ▬▬ ▬▬▬▬▬▬ ▬▬▬▬ ▬▬▬ ▬▬▬▬▬▬ ▬▬ ▬▬▬▬▬ ▬▬▬ ▬▬▬▬ ▬▬▬▬▬ ▬▬▬▬▬▬ ▬▬ ▬▬▬ ▬▬▬▬ ▬▬▬▬▬▬▬ ▬▬ ▬▬▬ ▬▬▬▬▬ ▬▬ ▬▬▬▬ ▬▬▬▬▬▬ ▬▬ ▬▬▬ ▬▬▬▬▬ ▬▬▬▬▬▬▬ ▬▬ ▬▬▬▬ ▬▬▬ ▬▬▬▬▬▬ ▬▬ ▬▬▬▬▬ ▬▬▬▬: [178, 913, 572, 1160]
- uezd-box: [1727, 490, 1962, 563]
- row-material[interactable]: изъ дерева: [1138, 845, 1255, 877]
